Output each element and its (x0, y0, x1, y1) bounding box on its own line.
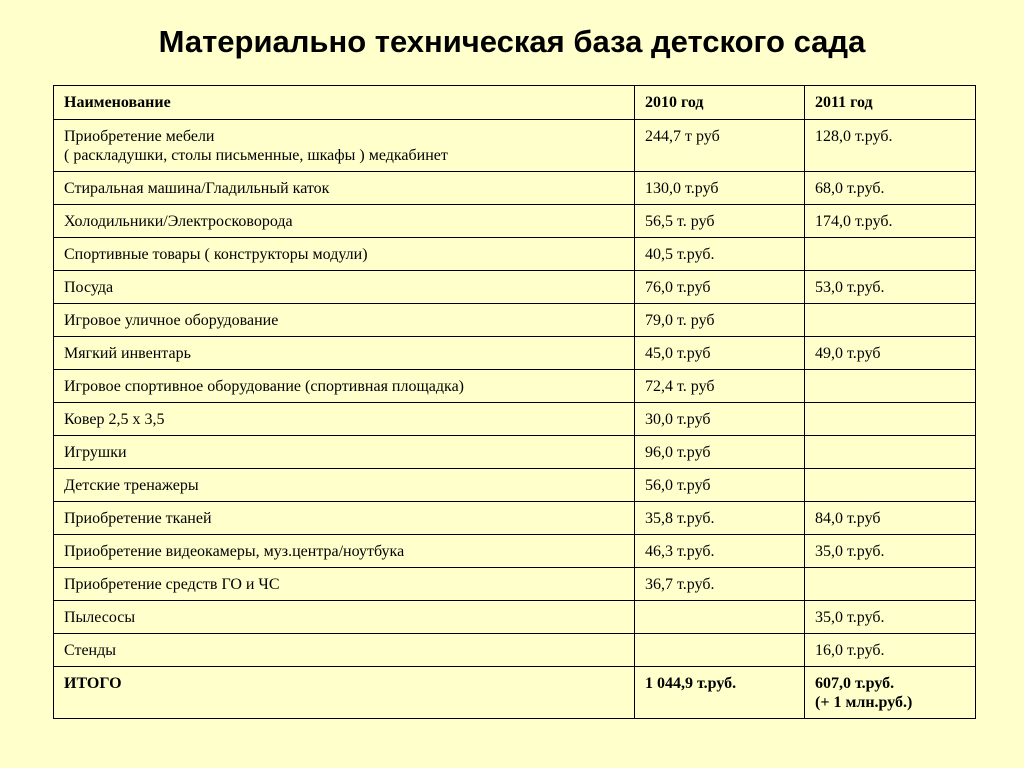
total-2011-line: 607,0 т.руб. (815, 675, 895, 692)
cell-name: Мягкий инвентарь (54, 337, 635, 370)
cell-2010: 30,0 т.руб (635, 403, 805, 436)
cell-2011 (805, 568, 976, 601)
cell-2010: 40,5 т.руб. (635, 238, 805, 271)
table-row (54, 634, 976, 667)
header-2011: 2011 год (805, 86, 976, 120)
total-2011-line: (+ 1 млн.руб.) (815, 694, 913, 711)
total-2010: 1 044,9 т.руб. (635, 667, 805, 719)
cell-2010: 35,8 т.руб. (635, 502, 805, 535)
cell-name (54, 120, 635, 172)
header-name: Наименование (54, 86, 635, 120)
budget-table (53, 85, 976, 719)
table-row (54, 238, 976, 271)
cell-name-line: Приобретение мебели (64, 128, 215, 145)
cell-2011 (805, 238, 976, 271)
cell-name: Приобретение видеокамеры, муз.центра/ноутбука (54, 535, 635, 568)
table-row (54, 172, 976, 205)
cell-2010: 79,0 т. руб (635, 304, 805, 337)
cell-2010: 45,0 т.руб (635, 337, 805, 370)
cell-2011: 16,0 т.руб. (805, 634, 976, 667)
cell-2010: 76,0 т.руб (635, 271, 805, 304)
table-row (54, 337, 976, 370)
cell-2011 (805, 304, 976, 337)
cell-2011: 35,0 т.руб. (805, 601, 976, 634)
cell-2010: 36,7 т.руб. (635, 568, 805, 601)
cell-2010 (635, 634, 805, 667)
cell-name: Спортивные товары ( конструкторы модули) (54, 238, 635, 271)
cell-2011: 128,0 т.руб. (805, 120, 976, 172)
cell-2011 (805, 403, 976, 436)
total-2011 (805, 667, 976, 719)
cell-name: Холодильники/Электросковорода (54, 205, 635, 238)
cell-2010: 130,0 т.руб (635, 172, 805, 205)
cell-2011 (805, 469, 976, 502)
cell-name: Игрушки (54, 436, 635, 469)
cell-2010: 56,0 т.руб (635, 469, 805, 502)
cell-2011: 174,0 т.руб. (805, 205, 976, 238)
cell-name: Посуда (54, 271, 635, 304)
table-total-row (54, 667, 976, 719)
cell-name: Игровое уличное оборудование (54, 304, 635, 337)
cell-name: Детские тренажеры (54, 469, 635, 502)
table-row (54, 469, 976, 502)
table-row (54, 502, 976, 535)
cell-name-line: ( раскладушки, столы письменные, шкафы ) медкабинет (64, 147, 448, 164)
cell-2011 (805, 370, 976, 403)
table-row (54, 436, 976, 469)
cell-name: Стенды (54, 634, 635, 667)
table-row (54, 403, 976, 436)
cell-2010 (635, 601, 805, 634)
cell-2011: 49,0 т.руб (805, 337, 976, 370)
table-row (54, 205, 976, 238)
table-row (54, 535, 976, 568)
cell-name: Ковер 2,5 х 3,5 (54, 403, 635, 436)
cell-2010: 72,4 т. руб (635, 370, 805, 403)
cell-2011: 68,0 т.руб. (805, 172, 976, 205)
table-row (54, 601, 976, 634)
table-row (54, 304, 976, 337)
cell-name: Пылесосы (54, 601, 635, 634)
header-2010: 2010 год (635, 86, 805, 120)
cell-2010: 96,0 т.руб (635, 436, 805, 469)
table-row (54, 370, 976, 403)
cell-2011: 35,0 т.руб. (805, 535, 976, 568)
page-title: Материально техническая база детского сада (158, 24, 866, 59)
cell-name: Приобретение средств ГО и ЧС (54, 568, 635, 601)
table-row (54, 120, 976, 172)
table-header-row (54, 86, 976, 120)
cell-2010: 56,5 т. руб (635, 205, 805, 238)
cell-2011: 84,0 т.руб (805, 502, 976, 535)
cell-name: Приобретение тканей (54, 502, 635, 535)
cell-2011 (805, 436, 976, 469)
cell-2010: 46,3 т.руб. (635, 535, 805, 568)
cell-2010: 244,7 т руб (635, 120, 805, 172)
cell-2011: 53,0 т.руб. (805, 271, 976, 304)
table-row (54, 271, 976, 304)
total-label: ИТОГО (54, 667, 635, 719)
cell-name: Стиральная машина/Гладильный каток (54, 172, 635, 205)
cell-name: Игровое спортивное оборудование (спортивная площадка) (54, 370, 635, 403)
table-row (54, 568, 976, 601)
